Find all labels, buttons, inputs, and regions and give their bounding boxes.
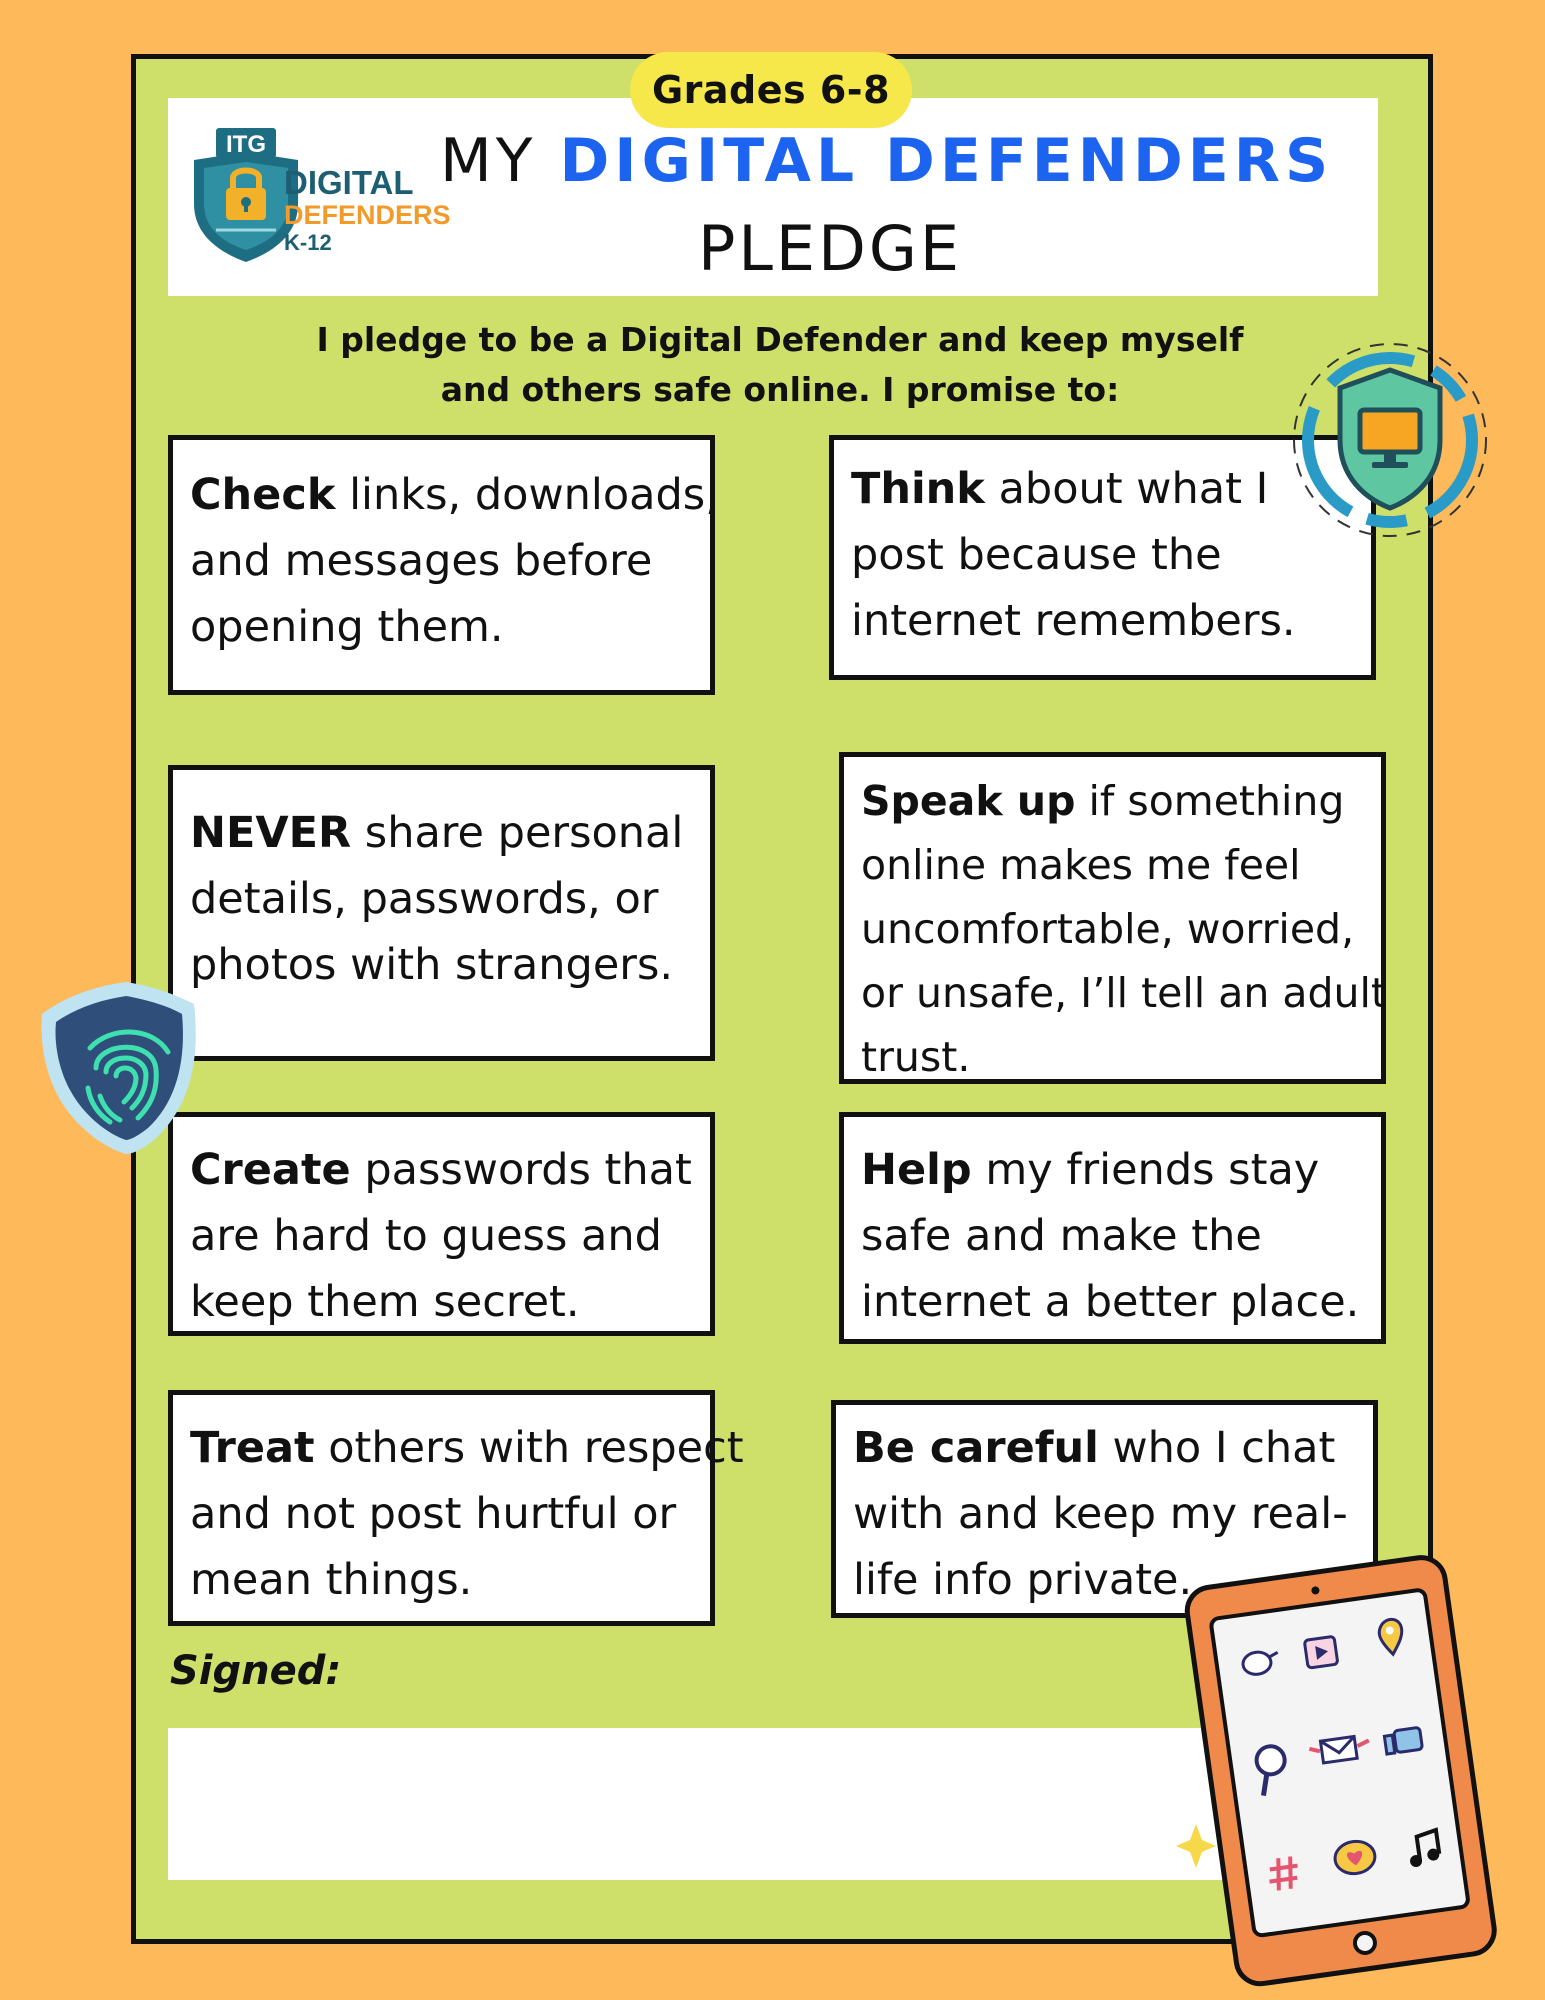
computer-shield-icon — [1290, 340, 1490, 540]
pledge-keyword: NEVER — [190, 808, 352, 858]
logo-line3: K-12 — [284, 230, 332, 255]
pledge-line: about what I — [984, 464, 1269, 514]
pledge-line: photos with strangers. — [190, 940, 674, 990]
pledge-line: with and keep my real- — [853, 1489, 1348, 1539]
page-title — [440, 126, 1334, 196]
pledge-line: post because the — [851, 530, 1222, 580]
title-accent: DIGITAL DEFENDERS — [559, 126, 1334, 196]
pledge-help — [839, 1112, 1386, 1344]
logo-line2: DEFENDERS — [284, 200, 451, 230]
pledge-never — [168, 765, 715, 1061]
pledge-line: safe and make the — [861, 1211, 1262, 1261]
pledge-line: internet remembers. — [851, 596, 1296, 646]
title-my: MY — [440, 126, 537, 196]
pledge-line: who I chat — [1098, 1423, 1336, 1473]
pledge-line: life info private. — [853, 1555, 1193, 1605]
intro-line-2: and others safe online. I promise to: — [440, 370, 1120, 409]
pledge-keyword: Create — [190, 1145, 351, 1195]
pledge-speak-up — [839, 752, 1386, 1084]
pledge-line: passwords that — [350, 1145, 692, 1195]
pledge-line: or unsafe, I’ll tell an adult — [861, 969, 1387, 1017]
pledge-line: trust. — [861, 1033, 971, 1081]
pledge-line: keep them secret. — [190, 1277, 580, 1327]
pledge-line: are hard to guess and — [190, 1211, 662, 1261]
signed-label: Signed: — [170, 1648, 342, 1694]
pledge-keyword: Be careful — [853, 1423, 1099, 1473]
pledge-line: and not post hurtful or — [190, 1489, 677, 1539]
pledge-line: my friends stay — [971, 1145, 1320, 1195]
tablet-apps-illustration — [1180, 1540, 1510, 1990]
play-icon — [1304, 1636, 1338, 1668]
pledge-keyword: Think — [851, 464, 985, 514]
intro-text — [300, 315, 1260, 415]
fingerprint-shield-icon — [34, 976, 214, 1158]
pledge-create — [168, 1112, 715, 1336]
pledge-line: others with respect — [314, 1423, 744, 1473]
pledge-check — [168, 435, 719, 695]
pledge-line: and messages before — [190, 536, 653, 586]
pledge-line: links, downloads, — [335, 470, 719, 520]
pledge-line: online makes me feel — [861, 841, 1301, 889]
pledge-keyword: Treat — [190, 1423, 315, 1473]
sparkle-icon — [1176, 1824, 1216, 1868]
logo-org-text: ITG — [226, 131, 266, 158]
page-subtitle: PLEDGE — [697, 212, 963, 285]
pledge-keyword: Check — [190, 470, 336, 520]
pledge-line: details, passwords, or — [190, 874, 659, 924]
pledge-line: mean things. — [190, 1555, 473, 1605]
pledge-line: share personal — [351, 808, 684, 858]
intro-line-1: I pledge to be a Digital Defender and keep myself — [316, 320, 1244, 359]
pledge-treat — [168, 1390, 744, 1626]
pledge-line: if something — [1075, 777, 1345, 825]
digital-defenders-logo — [186, 126, 451, 266]
logo-line1: DIGITAL — [284, 164, 414, 201]
pledge-line: opening them. — [190, 602, 504, 652]
pledge-line: uncomfortable, worried, — [861, 905, 1355, 953]
grade-badge-text: Grades 6-8 — [651, 68, 891, 112]
pledge-keyword: Help — [861, 1145, 972, 1195]
grade-badge — [630, 52, 912, 128]
pledge-keyword: Speak up — [861, 777, 1076, 825]
pledge-line: internet a better place. — [861, 1277, 1360, 1327]
